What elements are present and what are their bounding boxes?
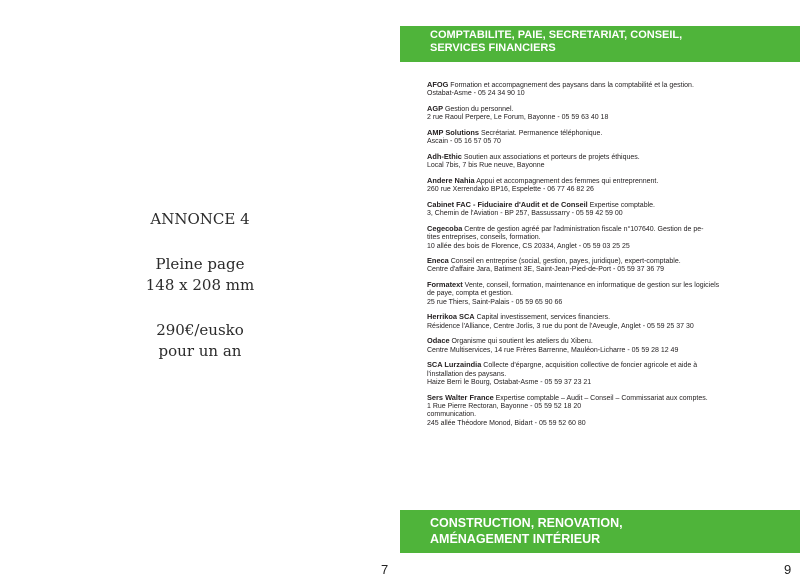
entry-description: Vente, conseil, formation, maintenance en informatique de gestion sur les logiciels <box>462 282 720 290</box>
entry-first-line <box>427 394 782 403</box>
ad-size <box>100 254 300 296</box>
directory-entry <box>427 313 782 331</box>
directory-entry <box>427 257 782 275</box>
entry-description: Gestion du personnel. <box>443 105 514 113</box>
entry-detail-line: 10 allée des bois de Florence, CS 20334, Anglet - 05 59 03 25 25 <box>427 242 630 250</box>
directory-entry <box>427 105 782 123</box>
entry-name: SCA Lurzaindia <box>427 360 482 370</box>
entry-description: Secrétariat. Permanence téléphonique. <box>479 129 603 137</box>
entry-first-line <box>427 337 782 346</box>
entry-detail-line: 25 rue Thiers, Saint-Palais - 05 59 65 90 66 <box>427 298 563 306</box>
entry-first-line <box>427 257 782 266</box>
entry-detail-line: 2 rue Raoul Perpere, Le Forum, Bayonne - 05 59 63 40 18 <box>427 114 609 122</box>
entry-name: Adh-Ethic <box>427 151 462 161</box>
entry-name: Andere Nahia <box>427 175 475 185</box>
entry-description: Organisme qui soutient les ateliers du Xiberu. <box>449 338 593 346</box>
directory-list <box>427 81 782 434</box>
directory-entry <box>427 225 782 251</box>
ad-price-line1: 290€/eusko <box>156 321 244 339</box>
entry-detail-line: 245 allée Théodore Monod, Bidart - 05 59 52 60 80 <box>427 419 586 427</box>
entry-description: Expertise comptable. <box>587 201 655 209</box>
page-number-left: 7 <box>381 562 389 577</box>
entry-detail-line: l'installation des paysans. <box>427 370 507 378</box>
directory-entry <box>427 177 782 195</box>
directory-entry <box>427 281 782 307</box>
directory-entry <box>427 81 782 99</box>
entry-name: Sers Walter France <box>427 392 494 402</box>
entry-first-line <box>427 153 782 162</box>
entry-first-line <box>427 129 782 138</box>
entry-detail-line: Ostabat-Asme - 05 24 34 90 10 <box>427 90 525 98</box>
advertisement-placeholder <box>100 210 300 362</box>
entry-detail-line: Centre Multiservices, 14 rue Frères Barrenne, Mauléon-Licharre - 05 59 28 12 49 <box>427 346 679 354</box>
entry-description: Conseil en entreprise (social, gestion, payes, juridique), expert-comptable. <box>448 258 681 266</box>
entry-first-line <box>427 313 782 322</box>
ad-size-line2: 148 x 208 mm <box>145 276 255 294</box>
entry-name: Herrikoa SCA <box>427 312 475 322</box>
entry-detail-line: 1 Rue Pierre Rectoran, Bayonne - 05 59 52 18 20 <box>427 403 582 410</box>
entry-detail-line: 260 rue Xerrendako BP16, Espelette - 06 77 46 82 26 <box>427 186 594 194</box>
entry-description: Expertise comptable – Audit – Conseil – Commissariat aux comptes. <box>493 394 708 402</box>
entry-detail-line: Ascain - 05 16 57 05 70 <box>427 138 501 146</box>
entry-name: AGP <box>427 103 444 113</box>
section-header-construction <box>400 510 800 553</box>
entry-first-line <box>427 105 782 114</box>
ad-price-line2: pour un an <box>158 342 242 360</box>
entry-name: Odace <box>427 336 450 346</box>
entry-name: Cabinet FAC - Fiduciaire d'Audit et de Conseil <box>427 199 588 209</box>
entry-detail-line: Haize Berri le Bourg, Ostabat-Asme - 05 59 37 23 21 <box>427 379 592 387</box>
section-header-line2: SERVICES FINANCIERS <box>430 42 556 54</box>
entry-name: AMP Solutions <box>427 127 480 137</box>
section-header-accounting <box>400 26 800 62</box>
directory-entry <box>427 201 782 219</box>
entry-first-line <box>427 281 782 290</box>
entry-first-line <box>427 361 782 370</box>
entry-detail-line: Résidence l'Alliance, Centre Jorlis, 3 rue du pont de l'Aveugle, Anglet - 05 59 25 37 30 <box>427 322 694 330</box>
entry-detail-line: de paye, compta et gestion. <box>427 290 513 298</box>
entry-detail-line: 3, Chemin de l'Aviation - BP 257, Bassussarry - 05 59 42 59 00 <box>427 210 623 218</box>
entry-description: Soutien aux associations et porteurs de projets éthiques. <box>461 153 640 161</box>
directory-entry <box>427 361 782 387</box>
entry-detail-line: communication. <box>427 411 477 419</box>
entry-detail-line: Local 7bis, 7 bis Rue neuve, Bayonne <box>427 162 545 170</box>
entry-first-line <box>427 81 782 90</box>
entry-description: Collecte d'épargne, acquisition collective de foncier agricole et aide à <box>481 362 698 370</box>
entry-first-line <box>427 201 782 210</box>
directory-entry <box>427 129 782 147</box>
entry-description: Capital investissement, services financiers. <box>474 314 611 322</box>
ad-price <box>100 320 300 362</box>
directory-entry <box>427 153 782 171</box>
entry-name: Cegecoba <box>427 223 463 233</box>
ad-title: ANNONCE 4 <box>150 210 250 228</box>
section-header-line1: COMPTABILITE, PAIE, SECRETARIAT, CONSEIL, <box>430 29 683 41</box>
ad-size-line1: Pleine page <box>155 255 245 273</box>
directory-entry <box>427 337 782 355</box>
entry-name: Eneca <box>427 256 449 266</box>
right-page <box>400 0 800 583</box>
entry-first-line <box>427 177 782 186</box>
entry-first-line <box>427 225 782 234</box>
entry-description: Centre de gestion agréé par l'administration fiscale n°107640. Gestion de pe- <box>462 225 704 233</box>
entry-detail-line: Centre d'affaire Jara, Batiment 3E, Saint-Jean-Pied-de-Port - 05 59 37 36 79 <box>427 266 665 274</box>
page-number-right: 9 <box>784 562 792 577</box>
section-header-line2: AMÉNAGEMENT INTÉRIEUR <box>430 532 601 546</box>
entry-name: Formatext <box>427 280 463 290</box>
entry-description: Appui et accompagnement des femmes qui entreprennent. <box>474 177 659 185</box>
entry-description: Formation et accompagnement des paysans dans la comptabilité et la gestion. <box>448 82 694 89</box>
section-header-line1: CONSTRUCTION, RENOVATION, <box>430 516 623 530</box>
entry-name: AFOG <box>427 80 449 89</box>
directory-entry <box>427 394 782 428</box>
entry-detail-line: tites entreprises, conseils, formation. <box>427 234 541 242</box>
